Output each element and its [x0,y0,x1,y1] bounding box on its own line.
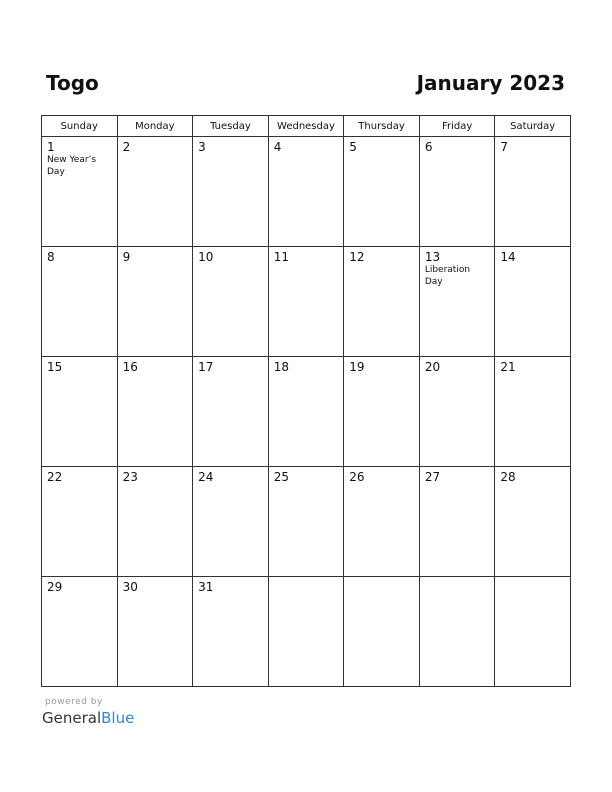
day-cell [495,247,571,357]
day-number: 19 [349,360,365,374]
brand-blue-text: Blue [101,709,135,727]
brand-general-text: General [42,709,102,727]
day-cell [193,467,269,577]
day-number: 8 [47,250,55,264]
day-number: 31 [198,580,214,594]
weekday-header: Tuesday [193,116,269,137]
day-number: 13 [424,250,441,264]
day-cell [268,577,344,687]
day-cell [495,467,571,577]
day-number: 30 [122,580,138,594]
day-cell [117,247,193,357]
day-number: 6 [424,140,433,154]
weekday-header-row [42,116,571,137]
day-cell [419,137,495,247]
weekday-header: Thursday [344,116,420,137]
day-cell [117,137,193,247]
day-cell [419,467,495,577]
day-cell [268,357,344,467]
day-cell [42,247,118,357]
weekday-header: Saturday [495,116,571,137]
holiday-label: New Year’s Day [47,155,97,177]
day-number: 12 [349,250,365,264]
week-row [42,357,571,467]
day-cell [42,577,118,687]
day-cell [419,247,495,357]
week-row [42,467,571,577]
day-number: 1 [47,140,55,154]
holiday-label: Liberation Day [424,265,471,287]
day-number: 16 [122,360,138,374]
day-number: 22 [47,470,63,484]
calendar-grid [41,115,571,687]
day-cell [419,577,495,687]
day-number: 5 [349,140,357,154]
weekday-header: Sunday [42,116,118,137]
calendar-body [42,137,571,687]
day-number: 17 [198,360,214,374]
day-number: 24 [198,470,214,484]
day-number: 21 [500,360,516,374]
day-cell [268,467,344,577]
week-row [42,137,571,247]
month-year-title: January 2023 [416,71,565,95]
day-cell [344,357,420,467]
day-cell [193,137,269,247]
day-cell [117,467,193,577]
day-number: 25 [273,470,289,484]
day-number: 2 [122,140,131,154]
day-number: 14 [500,250,516,264]
day-cell [42,467,118,577]
day-number: 29 [47,580,63,594]
day-cell [495,357,571,467]
day-number: 20 [424,360,441,374]
day-cell [344,577,420,687]
day-number: 4 [273,140,282,154]
day-cell [268,137,344,247]
generalblue-logo[interactable] [42,708,134,728]
day-number: 15 [47,360,63,374]
day-cell [419,357,495,467]
weekday-header: Monday [117,116,193,137]
day-cell [117,357,193,467]
day-number: 18 [273,360,289,374]
day-cell [495,577,571,687]
day-cell [344,247,420,357]
day-cell [495,137,571,247]
day-number: 27 [424,470,441,484]
day-cell [42,357,118,467]
day-number: 7 [500,140,509,154]
country-title: Togo [46,71,99,95]
week-row [42,247,571,357]
day-number: 3 [198,140,206,154]
day-number: 10 [198,250,214,264]
weekday-header: Wednesday [268,116,344,137]
day-cell [193,247,269,357]
day-cell [193,357,269,467]
week-row [42,577,571,687]
day-cell [344,137,420,247]
day-cell [268,247,344,357]
day-number: 23 [122,470,138,484]
weekday-header: Friday [419,116,495,137]
day-cell [117,577,193,687]
day-cell [42,137,118,247]
day-cell [193,577,269,687]
powered-by-text: powered by [45,697,103,707]
day-cell [344,467,420,577]
day-number: 9 [122,250,131,264]
day-number: 26 [349,470,365,484]
day-number: 11 [273,250,289,264]
day-number: 28 [500,470,516,484]
